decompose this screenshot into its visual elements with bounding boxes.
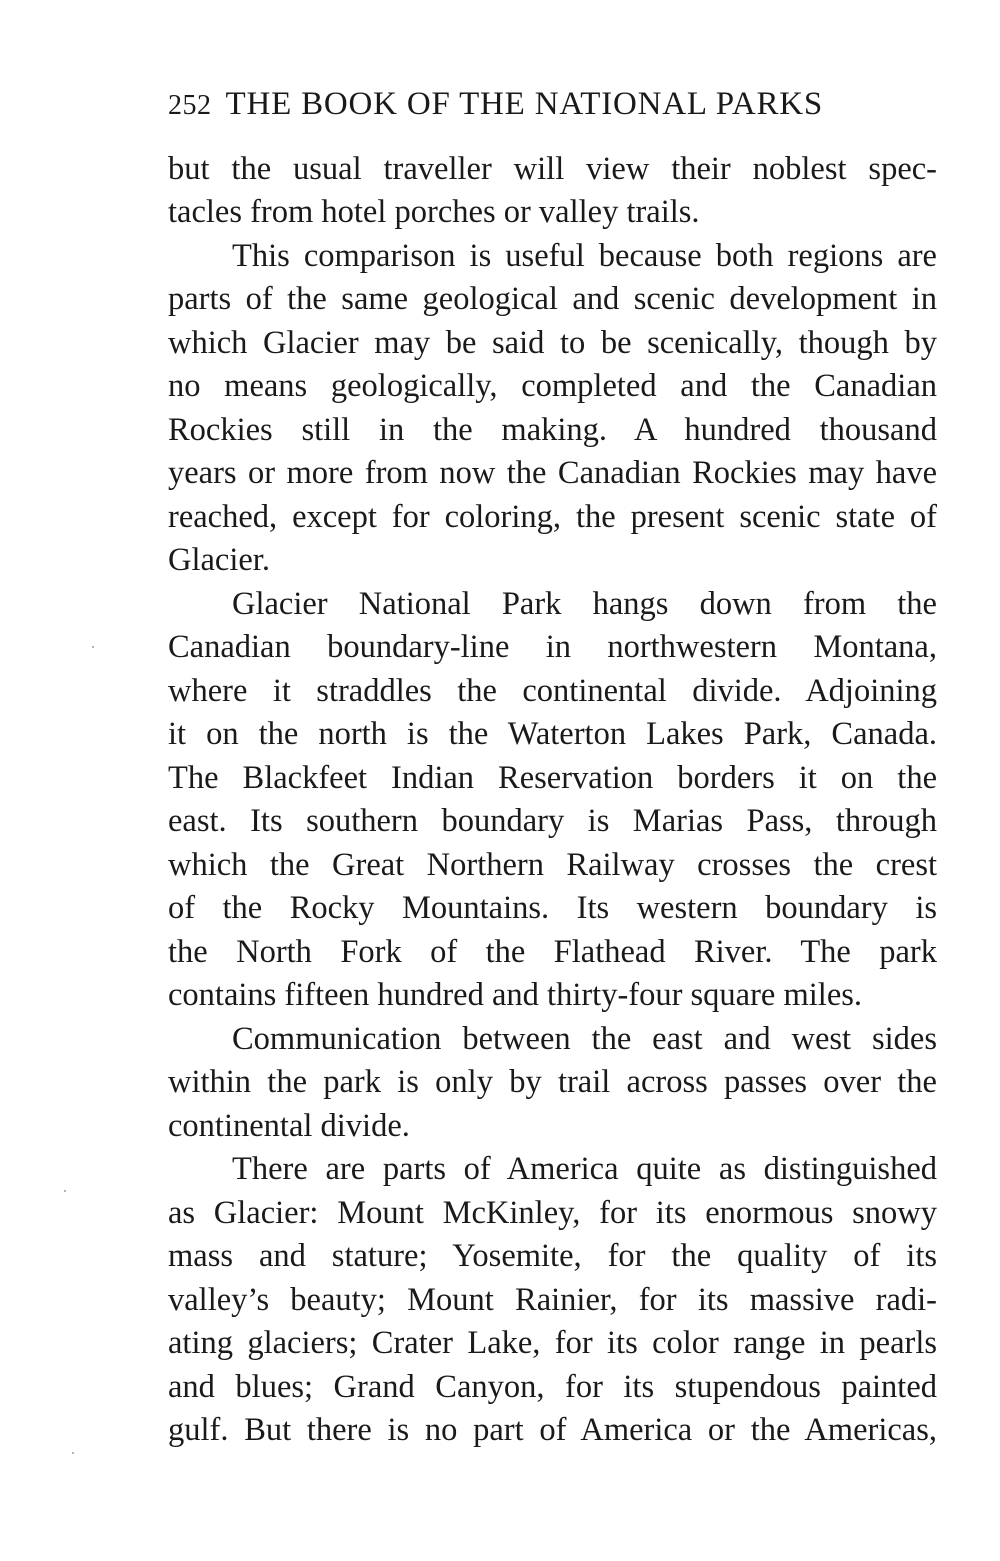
text-line: it on the north is the Waterton Lakes Park, Canada. [168, 716, 937, 752]
text-line: Communication between the east and west sides [232, 1021, 937, 1057]
text-line: but the usual traveller will view their noblest spec- [168, 151, 937, 187]
text-line: There are parts of America quite as distinguished [232, 1151, 937, 1187]
paper-speck [92, 646, 94, 648]
text-line: The Blackfeet Indian Reservation borders it on the [168, 760, 937, 796]
text-line: Canadian boundary-line in northwestern Montana, [168, 629, 937, 665]
text-line: gulf. But there is no part of America or the Americas, [168, 1412, 937, 1448]
text-line: which the Great Northern Railway crosses the crest [168, 847, 937, 883]
text-line: and blues; Grand Canyon, for its stupendous painted [168, 1369, 937, 1405]
paper-speck [72, 1452, 74, 1454]
text-line: no means geologically, completed and the Canadian [168, 368, 937, 404]
paper-speck [64, 1190, 66, 1192]
text-line: tacles from hotel porches or valley trails. [168, 194, 700, 230]
text-line: continental divide. [168, 1108, 410, 1144]
text-line: which Glacier may be said to be scenically, though by [168, 325, 937, 361]
text-line: reached, except for coloring, the present scenic state of [168, 499, 937, 535]
text-line: of the Rocky Mountains. Its western boundary is [168, 890, 937, 926]
text-line: valley’s beauty; Mount Rainier, for its massive radi- [168, 1282, 937, 1318]
text-line: Glacier. [168, 542, 270, 578]
text-line: as Glacier: Mount McKinley, for its enormous snowy [168, 1195, 937, 1231]
text-line: within the park is only by trail across passes over the [168, 1064, 937, 1100]
text-line: parts of the same geological and scenic development in [168, 281, 937, 317]
text-line: east. Its southern boundary is Marias Pass, through [168, 803, 937, 839]
text-line: ating glaciers; Crater Lake, for its color range in pearls [168, 1325, 937, 1361]
text-line: This comparison is useful because both regions are [232, 238, 937, 274]
text-line: contains fifteen hundred and thirty-four square miles. [168, 977, 863, 1013]
text-line: mass and stature; Yosemite, for the quality of its [168, 1238, 937, 1274]
running-title: THE BOOK OF THE NATIONAL PARKS [225, 86, 824, 122]
text-line: years or more from now the Canadian Rockies may have [168, 455, 937, 491]
text-line: the North Fork of the Flathead River. The park [168, 934, 937, 970]
text-line: Rockies still in the making. A hundred thousand [168, 412, 937, 448]
text-line: where it straddles the continental divide. Adjoining [168, 673, 937, 709]
page-number: 252 [168, 90, 212, 121]
text-line: Glacier National Park hangs down from the [232, 586, 937, 622]
running-head [168, 86, 938, 130]
